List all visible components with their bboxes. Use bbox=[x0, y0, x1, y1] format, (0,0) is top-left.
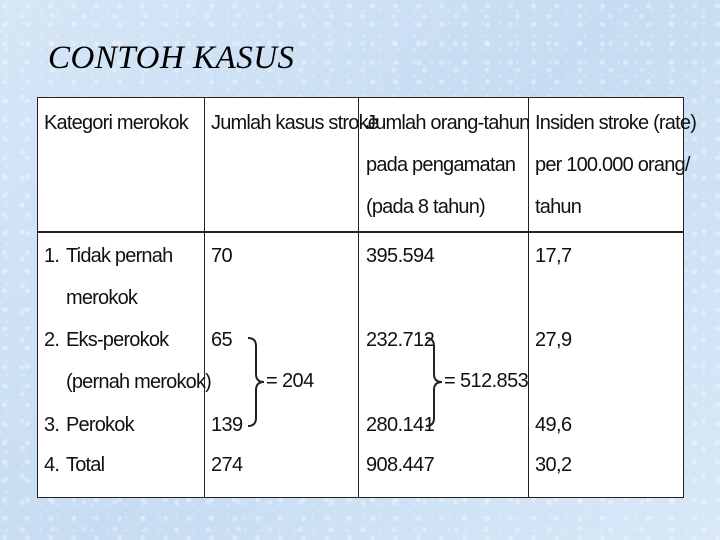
header-insiden-1: Insiden stroke (rate) bbox=[535, 112, 697, 134]
row-label-cont: (pernah merokok) bbox=[66, 371, 212, 393]
row-label-cont: merokok bbox=[66, 287, 138, 309]
person-years-value: 395.594 bbox=[366, 245, 435, 267]
header-orang-tahun-3: (pada 8 tahun) bbox=[366, 196, 485, 218]
rate-value: 27,9 bbox=[535, 329, 572, 351]
slide-title: CONTOH KASUS bbox=[48, 40, 295, 76]
column-divider bbox=[358, 98, 359, 497]
person-years-sum: = 512.853 bbox=[444, 370, 529, 392]
column-divider bbox=[204, 98, 205, 497]
rate-value: 17,7 bbox=[535, 245, 572, 267]
rate-value: 49,6 bbox=[535, 414, 572, 436]
row-label: 1. Tidak pernah bbox=[44, 245, 173, 267]
header-divider bbox=[38, 231, 683, 233]
person-years-brace-icon bbox=[424, 336, 444, 428]
header-kategori: Kategori merokok bbox=[44, 112, 188, 134]
cases-value: 139 bbox=[211, 414, 243, 436]
header-orang-tahun-1: Jumlah orang-tahun bbox=[366, 112, 530, 134]
cases-sum: = 204 bbox=[266, 370, 314, 392]
header-insiden-2: per 100.000 orang/ bbox=[535, 154, 690, 176]
cases-value: 65 bbox=[211, 329, 233, 351]
header-orang-tahun-2: pada pengamatan bbox=[366, 154, 516, 176]
header-insiden-3: tahun bbox=[535, 196, 582, 218]
person-years-value: 232.712 bbox=[366, 329, 435, 351]
rate-value: 30,2 bbox=[535, 454, 572, 476]
row-label: 2. Eks-perokok bbox=[44, 329, 169, 351]
column-divider bbox=[528, 98, 529, 497]
cases-brace-icon bbox=[246, 336, 266, 428]
person-years-value: 908.447 bbox=[366, 454, 435, 476]
row-label: 3. Perokok bbox=[44, 414, 134, 436]
header-jumlah-kasus: Jumlah kasus stroke bbox=[211, 112, 379, 134]
person-years-value: 280.141 bbox=[366, 414, 435, 436]
cases-value: 70 bbox=[211, 245, 233, 267]
row-label: 4. Total bbox=[44, 454, 105, 476]
cases-value: 274 bbox=[211, 454, 243, 476]
smoking-stroke-table bbox=[37, 97, 697, 498]
